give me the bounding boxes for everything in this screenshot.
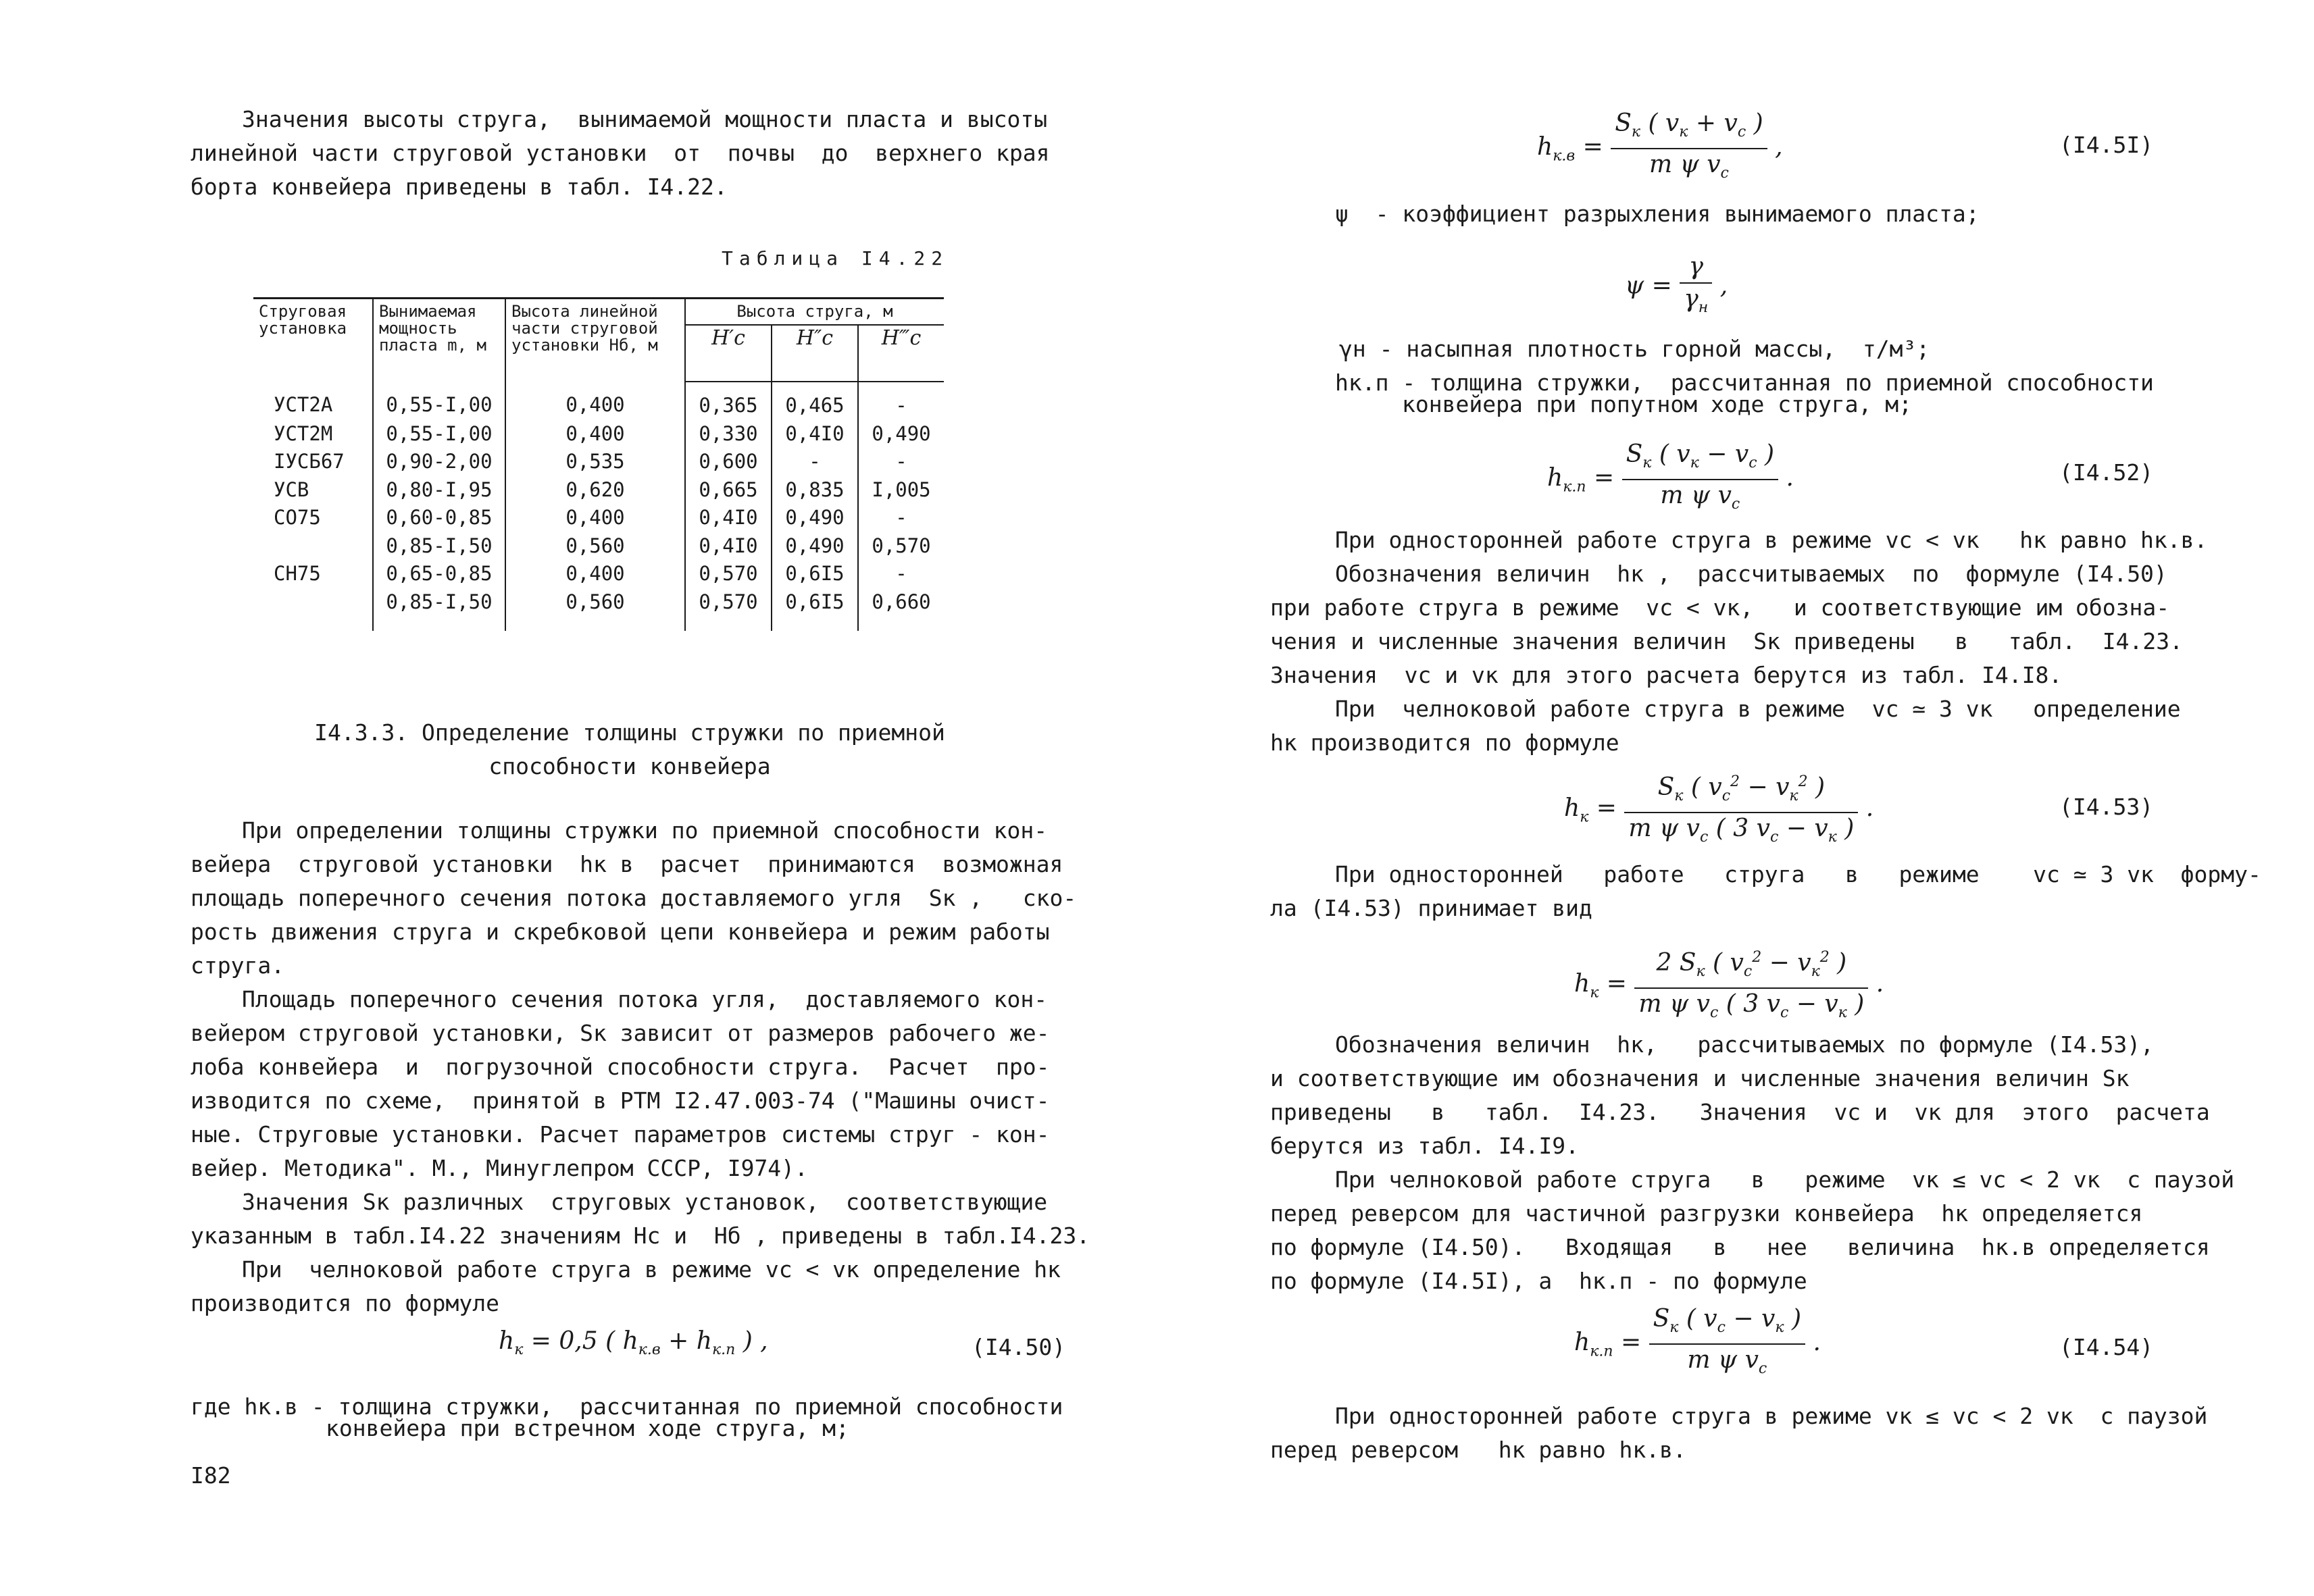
para2-line-4: изводится по схеме, принятой в РТМ I2.47.003-74 ("Машины очист-: [191, 1087, 1050, 1114]
para2-line-5: ные. Струговые установки. Расчет параметров системы струг - кон-: [191, 1121, 1050, 1148]
p2-line-1: Обозначения величин hк , рассчитываемых по формуле (I4.50): [1335, 561, 2167, 587]
equation-number-14-52: (I4.52): [2059, 459, 2154, 486]
where-line-2: конвейера при встречном ходе струга, м;: [326, 1415, 849, 1441]
formula-14-54: $h_{к.п}$ = $\frac{S_к ( v_с - v_к )}{m \psi v_с}$ .: [1574, 1305, 1821, 1378]
equation-number-14-53: (I4.53): [2059, 794, 2154, 820]
data-table: [253, 297, 944, 631]
p3-line-2: hк производится по формуле: [1270, 729, 1619, 756]
p6-line-3: по формуле (I4.50). Входящая в нее величина hк.в определяется: [1270, 1234, 2210, 1260]
psi-definition: ψ - коэффициент разрыхления вынимаемого пласта;: [1335, 201, 1980, 227]
where-line-1: где hк.в - толщина стружки, рассчитанная по приемной способности: [191, 1393, 1063, 1420]
equation-number-14-50: (I4.50): [972, 1334, 1066, 1360]
p3-line-1: При челноковой работе струга в режиме vс ≃ 3 vк определение: [1335, 696, 2181, 722]
col-header-linear-height: Высота линейной части струговой установки Нб, м: [505, 299, 685, 382]
hkp-definition-line-1: hк.п - толщина стружки, рассчитанная по приемной способности: [1335, 369, 2154, 396]
p2-line-2: при работе струга в режиме vс < vк, и соответствующие им обозна-: [1270, 594, 2170, 621]
p5-line-4: берутся из табл. I4.I9.: [1270, 1133, 1579, 1159]
formula-psi: ψ = $\frac{\gamma}{\gamma_н}$ ,: [1625, 253, 1728, 317]
table-row: СН75 0,65-0,85 0,400 0,570 0,6I5 -: [253, 560, 944, 588]
intro-line-2: линейной части струговой установки от почвы до верхнего края: [191, 140, 1050, 166]
section-title-line-2: способности конвейера: [488, 753, 771, 779]
formula-14-51: $h_{к.в}$ = $\frac{S_к ( v_к + v_с )}{m \psi v_с}$ ,: [1537, 109, 1783, 182]
p4-line-1: При односторонней работе струга в режиме vс ≃ 3 vк форму-: [1335, 861, 2261, 887]
formula-one-way: $h_к$ = $\frac{2 S_к ( v_с^2 - v_к^2 )}{m \psi v_с ( 3 v_с - v_к )}$ .: [1574, 942, 1884, 1029]
right-page: [1149, 0, 2314, 1596]
table-row: 0,85-I,50 0,560 0,4I0 0,490 0,570: [253, 532, 944, 561]
intro-line-3: борта конвейера приведены в табл. I4.22.: [191, 174, 728, 200]
page-number: I82: [191, 1462, 231, 1489]
p6-line-1: При челноковой работе струга в режиме vк ≤ vс < 2 vк с паузой: [1335, 1166, 2235, 1193]
para1-line-3: площадь поперечного сечения потока доставляемого угля Sк , ско-: [191, 885, 1077, 911]
p4-line-2: ла (I4.53) принимает вид: [1270, 895, 1592, 921]
sub-header-h1: H′c: [685, 325, 772, 382]
para2-line-1: Площадь поперечного сечения потока угля, доставляемого кон-: [242, 986, 1048, 1012]
table-row: УСВ 0,80-I,95 0,620 0,665 0,835 I,005: [253, 476, 944, 505]
table-row: СО75 0,60-0,85 0,400 0,4I0 0,490 -: [253, 504, 944, 532]
p7-line-2: перед реверсом hк равно hк.в.: [1270, 1437, 1686, 1463]
para1-line-2: вейера струговой установки hк в расчет принимаются возможная: [191, 851, 1063, 877]
para4-line-1: При челноковой работе струга в режиме vс < vк определение hк: [242, 1256, 1061, 1283]
para1-line-1: При определении толщины стружки по приемной способности кон-: [242, 817, 1048, 844]
formula-14-53: $h_к$ = $\frac{S_к ( v_с^2 - v_к^2 )}{m \psi v_с ( 3 v_с - v_к )}$ .: [1564, 767, 1873, 853]
col-header-thickness: Вынимаемая мощность пласта m, м: [373, 299, 505, 382]
table-row: УСТ2М 0,55-I,00 0,400 0,330 0,4I0 0,490: [253, 420, 944, 448]
table-row: IУСБ67 0,90-2,00 0,535 0,600 - -: [253, 448, 944, 476]
p5-line-3: приведены в табл. I4.23. Значения vс и vк для этого расчета: [1270, 1099, 2210, 1125]
col-header-plow-height: Высота струга, м: [685, 299, 944, 326]
para2-line-3: лоба конвейера и погрузочной способности струга. Расчет про-: [191, 1054, 1050, 1080]
sub-header-h2: H″c: [772, 325, 858, 382]
sub-header-h3: H‴c: [858, 325, 944, 382]
p2-line-3: чения и численные значения величин Sк приведены в табл. I4.23.: [1270, 628, 2184, 654]
equation-number-14-54: (I4.54): [2059, 1334, 2154, 1360]
formula-14-50: $h_к = 0,5$ ( $h_{к.в} + h_{к.п}$ ) ,: [499, 1327, 768, 1359]
para4-line-2: производится по формуле: [191, 1290, 499, 1316]
p5-line-2: и соответствующие им обозначения и численные значения величин Sк: [1270, 1065, 2130, 1091]
table-row: 0,85-I,50 0,560 0,570 0,6I5 0,660: [253, 588, 944, 632]
col-header-installation: Струговая установка: [253, 299, 373, 382]
left-page: [0, 0, 1149, 1596]
para3-line-2: указанным в табл.I4.22 значениям Нс и Нб , приведены в табл.I4.23.: [191, 1222, 1090, 1249]
p7-line-1: При односторонней работе струга в режиме vк ≤ vс < 2 vк с паузой: [1335, 1403, 2208, 1429]
gamma-definition: γн - насыпная плотность горной массы, т/м³;: [1339, 336, 1930, 362]
section-title-line-1: I4.3.3. Определение толщины стружки по приемной: [314, 719, 945, 746]
p5-line-1: Обозначения величин hк, рассчитываемых по формуле (I4.53),: [1335, 1031, 2154, 1058]
table-row: УСТ2А 0,55-I,00 0,400 0,365 0,465 -: [253, 382, 944, 420]
para1-line-5: струга.: [191, 952, 285, 979]
para2-line-2: вейером струговой установки, Sк зависит от размеров рабочего же-: [191, 1020, 1050, 1046]
intro-line-1: Значения высоты струга, вынимаемой мощности пласта и высоты: [242, 106, 1048, 132]
table-caption: Таблица I4.22: [722, 247, 949, 269]
equation-number-14-51: (I4.5I): [2059, 132, 2154, 158]
hkp-definition-line-2: конвейера при попутном ходе струга, м;: [1402, 391, 1912, 417]
p1-line: При односторонней работе струга в режиме vс < vк hк равно hк.в.: [1335, 527, 2208, 553]
para3-line-1: Значения Sк различных струговых установок, соответствующие: [242, 1189, 1048, 1215]
para1-line-4: рость движения струга и скребковой цепи конвейера и режим работы: [191, 919, 1050, 945]
formula-14-52: $h_{к.п}$ = $\frac{S_к ( v_к - v_с )}{m \psi v_с}$ .: [1547, 440, 1794, 513]
p6-line-2: перед реверсом для частичной разгрузки конвейера hк определяется: [1270, 1200, 2143, 1227]
p2-line-4: Значения vс и vк для этого расчета берутся из табл. I4.I8.: [1270, 662, 2063, 688]
para2-line-6: вейер. Методика". М., Минуглепром СССР, I974).: [191, 1155, 808, 1181]
p6-line-4: по формуле (I4.5I), а hк.п - по формуле: [1270, 1268, 1807, 1294]
